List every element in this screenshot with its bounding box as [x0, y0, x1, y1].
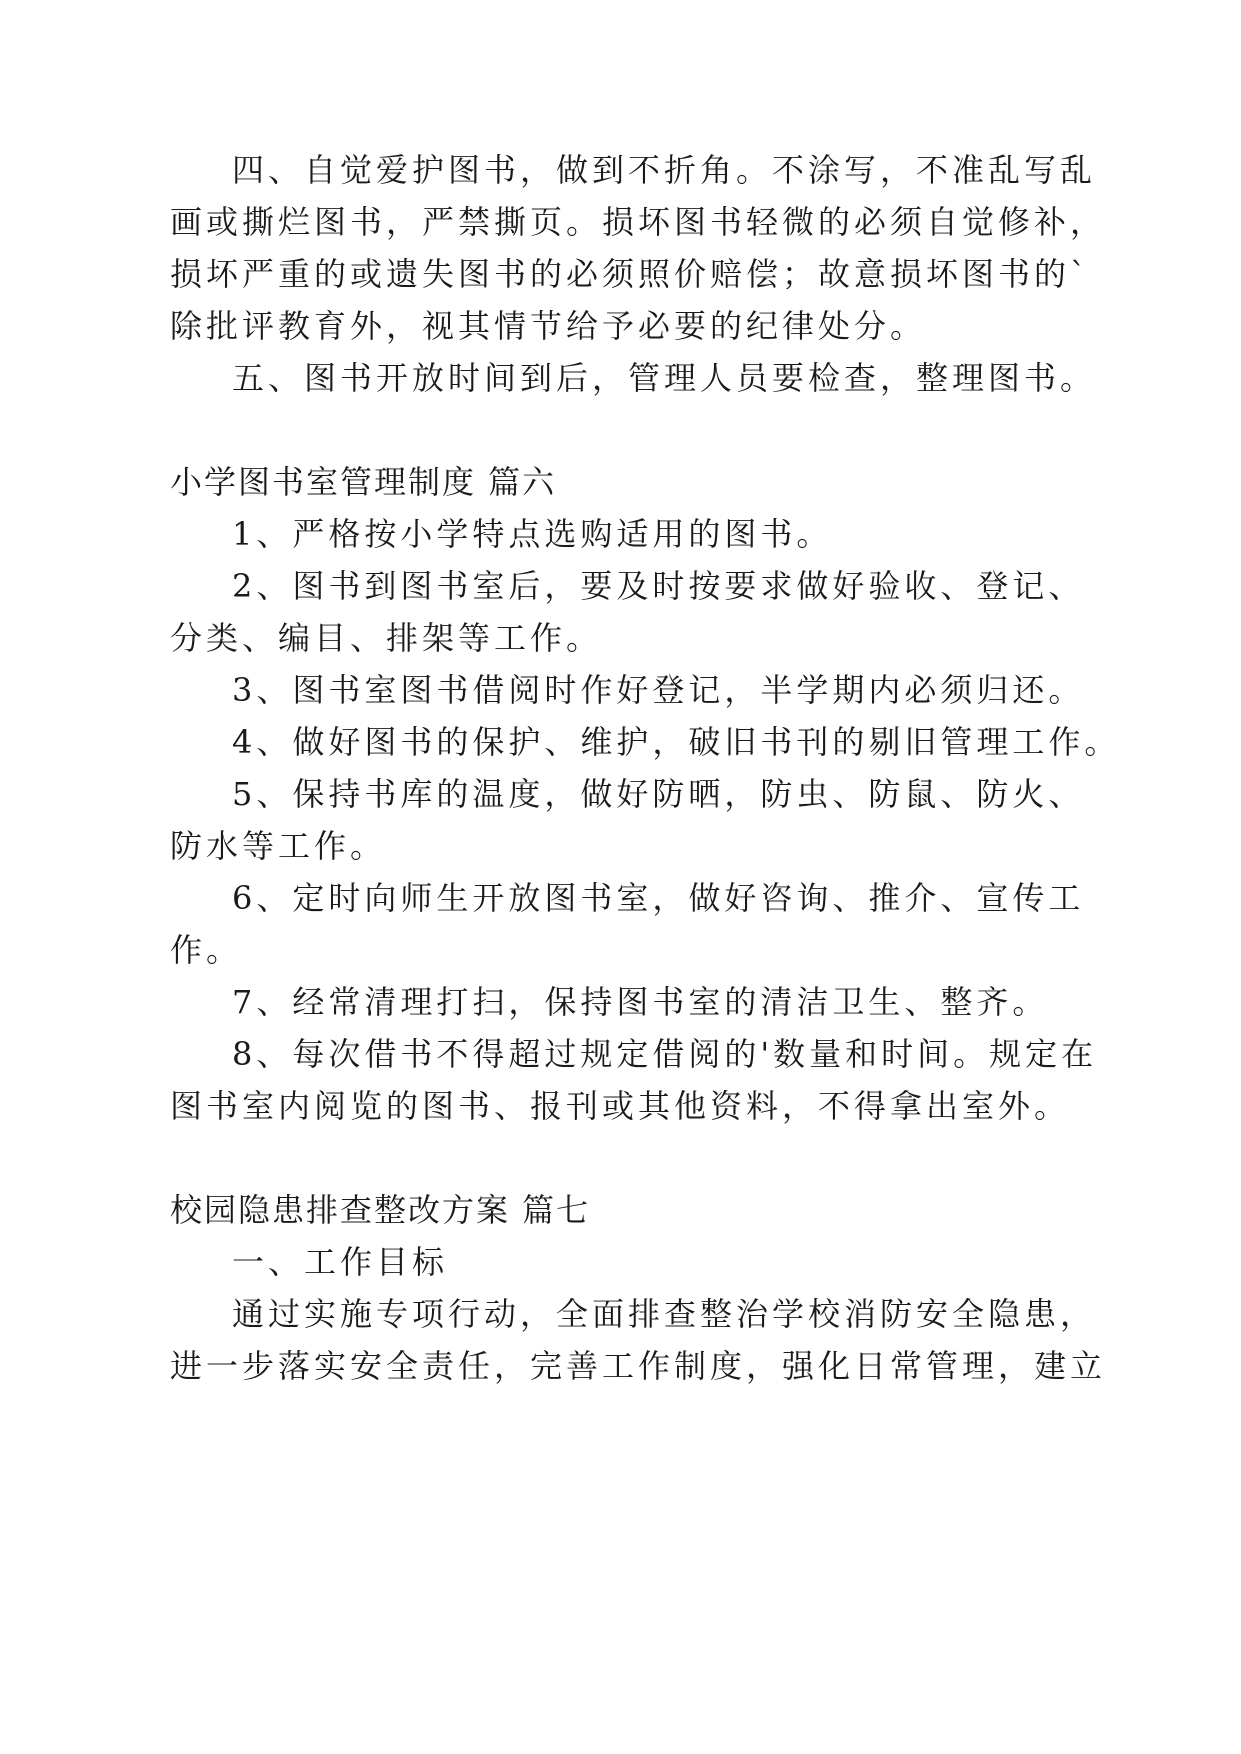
text-line: 2、图书到图书室后，要及时按要求做好验收、登记、: [232, 567, 1085, 605]
text-line: 1、严格按小学特点选购适用的图书。: [232, 515, 833, 553]
text-line: 一、工作目标: [232, 1243, 449, 1281]
text-line: 画或撕烂图书，严禁撕页。损坏图书轻微的必须自觉修补，: [170, 203, 1107, 241]
text-line: 图书室内阅览的图书、报刊或其他资料，不得拿出室外。: [170, 1087, 1071, 1125]
text-line: 五、图书开放时间到后，管理人员要检查，整理图书。: [232, 359, 1097, 397]
text-line: 4、做好图书的保护、维护，破旧书刊的剔旧管理工作。: [232, 723, 1121, 761]
text-line: 防水等工作。: [170, 827, 387, 865]
text-line: 8、每次借书不得超过规定借阅的'数量和时间。规定在: [232, 1035, 1098, 1073]
text-line: 通过实施专项行动，全面排查整治学校消防安全隐患，: [232, 1295, 1097, 1333]
section-heading: 校园隐患排查整改方案 篇七: [170, 1191, 591, 1229]
text-line: 进一步落实安全责任，完善工作制度，强化日常管理，建立: [170, 1347, 1107, 1385]
text-line: 3、图书室图书借阅时作好登记，半学期内必须归还。: [232, 671, 1085, 709]
text-line: 作。: [170, 931, 243, 969]
text-line: 7、经常清理打扫，保持图书室的清洁卫生、整齐。: [232, 983, 1049, 1021]
text-line: 除批评教育外，视其情节给予必要的纪律处分。: [170, 307, 927, 345]
text-line: 6、定时向师生开放图书室，做好咨询、推介、宣传工: [232, 879, 1085, 917]
text-line: 四、自觉爱护图书，做到不折角。不涂写，不准乱写乱: [232, 151, 1097, 189]
section-heading: 小学图书室管理制度 篇六: [170, 463, 557, 501]
text-line: 5、保持书库的温度，做好防晒，防虫、防鼠、防火、: [232, 775, 1085, 813]
text-line: 分类、编目、排架等工作。: [170, 619, 603, 657]
text-line: 损坏严重的或遗失图书的必须照价赔偿；故意损坏图书的`: [170, 255, 1091, 293]
